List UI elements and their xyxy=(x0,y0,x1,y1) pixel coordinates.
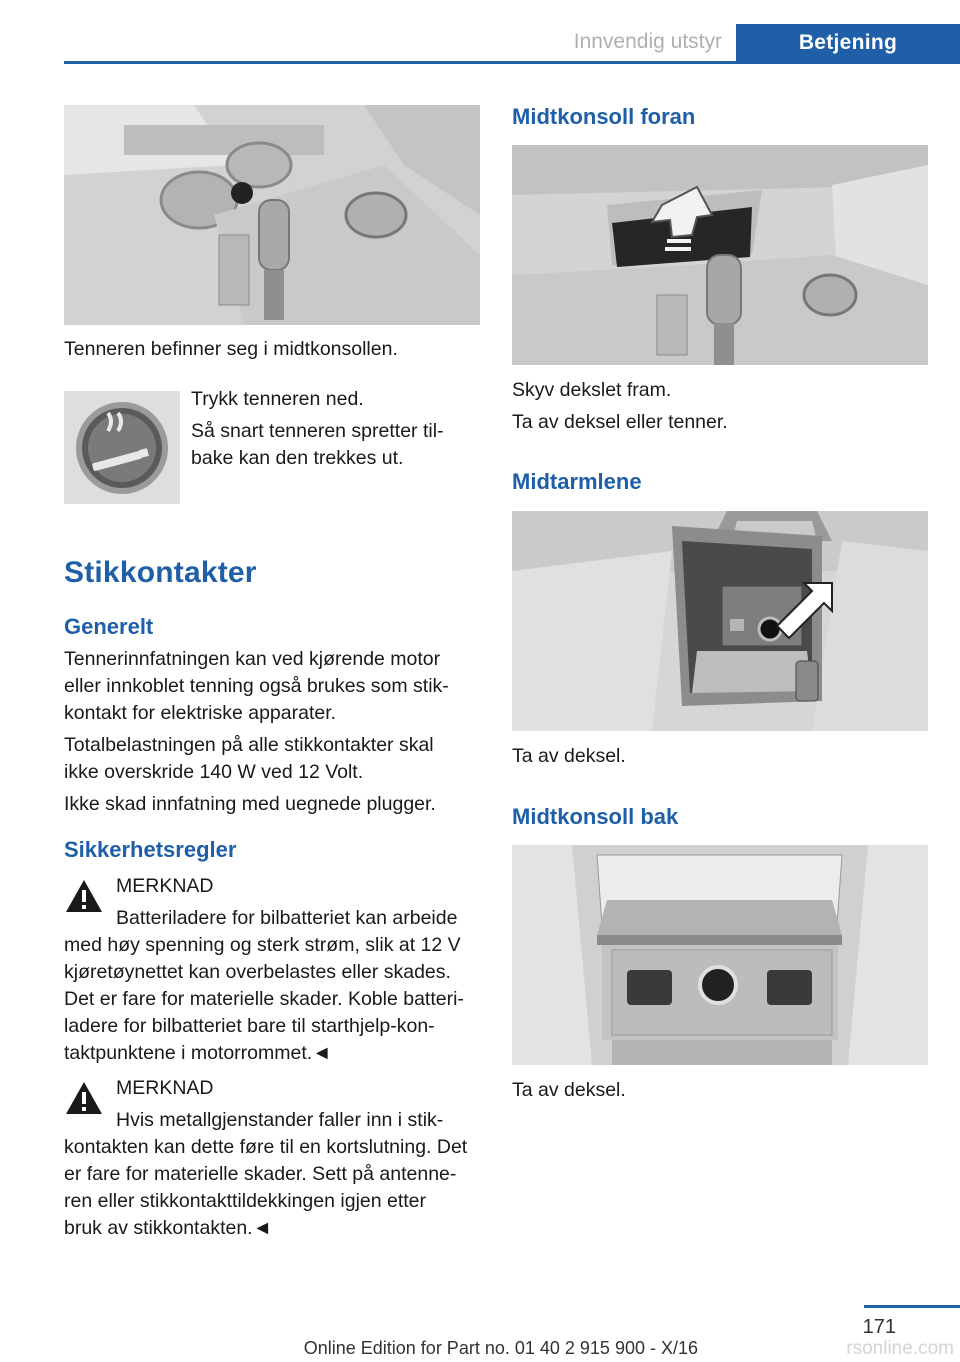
rear-console-instruction: Ta av deksel. xyxy=(512,1079,626,1101)
warning1-line-6: taktpunktene i motorrommet.◄ xyxy=(64,1042,332,1064)
running-header-tab: Betjening xyxy=(736,24,960,61)
figure1-caption: Tenneren befinner seg i midtkonsollen. xyxy=(64,338,398,360)
step-pull-lighter-line2: bake kan den trekkes ut. xyxy=(191,447,404,469)
step-push-lighter: Trykk tenneren ned. xyxy=(191,388,364,410)
header-rule xyxy=(64,61,960,64)
load-line-2: ikke overskride 140 W ved 12 Volt. xyxy=(64,761,364,783)
figure-front-console xyxy=(512,145,928,365)
center-console-illustration xyxy=(64,105,480,325)
warning1-line-1: Batteriladere for bilbatteriet kan arbeide xyxy=(116,907,458,929)
figure-lighter-button xyxy=(64,391,180,504)
heading-rear-console: Midtkonsoll bak xyxy=(512,804,679,829)
warning1-title: MERKNAD xyxy=(116,875,214,897)
armrest-illustration xyxy=(512,511,928,731)
figure-armrest xyxy=(512,511,928,731)
warning-icon xyxy=(64,1080,104,1116)
general-line-3: kontakt for elektriske apparater. xyxy=(64,702,337,724)
subheading-safety: Sikkerhetsregler xyxy=(64,837,237,862)
warning2-line-3: er fare for materielle skader. Sett på antenne- xyxy=(64,1163,457,1185)
warning1-line-5: ladere for bilbatteriet bare til starthjelp-kon- xyxy=(64,1015,435,1037)
heading-front-console: Midtkonsoll foran xyxy=(512,104,696,129)
rear-console-illustration xyxy=(512,845,928,1065)
step-pull-lighter-line1: Så snart tenneren spretter til- xyxy=(191,420,444,442)
warning1-line-4: Det er fare for materielle skader. Koble batteri- xyxy=(64,988,464,1010)
plug-line: Ikke skad innfatning med uegnede plugger. xyxy=(64,793,436,815)
warning2-line-4: ren eller stikkontakttildekkingen igjen etter xyxy=(64,1190,427,1212)
heading-armrest: Midtarmlene xyxy=(512,469,642,494)
running-header-section: Innvendig utstyr xyxy=(573,30,722,53)
general-line-1: Tennerinnfatningen kan ved kjørende motor xyxy=(64,648,441,670)
cigarette-lighter-icon xyxy=(64,391,180,504)
watermark: rsonline.com xyxy=(846,1338,954,1359)
footer-rule xyxy=(864,1305,960,1308)
front-console-instruction-2: Ta av deksel eller tenner. xyxy=(512,411,728,433)
armrest-instruction: Ta av deksel. xyxy=(512,745,626,767)
warning2-line-5: bruk av stikkontakten.◄ xyxy=(64,1217,272,1239)
warning2-line-1: Hvis metallgjenstander faller inn i stik- xyxy=(116,1109,444,1131)
front-console-illustration xyxy=(512,145,928,365)
warning-icon xyxy=(64,878,104,914)
front-console-instruction-1: Skyv dekslet fram. xyxy=(512,379,672,401)
load-line-1: Totalbelastningen på alle stikkontakter skal xyxy=(64,734,434,756)
figure-center-console-lighter xyxy=(64,105,480,325)
general-line-2: eller innkoblet tenning også brukes som stik- xyxy=(64,675,449,697)
section-heading-sockets: Stikkontakter xyxy=(64,556,257,589)
subheading-general: Generelt xyxy=(64,614,154,639)
page-number: 171 xyxy=(862,1316,896,1338)
figure-rear-console xyxy=(512,845,928,1065)
warning2-title: MERKNAD xyxy=(116,1077,214,1099)
warning1-line-3: kjøretøynettet kan overbelastes eller skades. xyxy=(64,961,451,983)
warning2-line-2: kontakten kan dette føre til en kortslutning. Det xyxy=(64,1136,468,1158)
edition-footer: Online Edition for Part no. 01 40 2 915 900 - X/16 xyxy=(303,1338,698,1358)
warning1-line-2: med høy spenning og sterk strøm, slik at 12 V xyxy=(64,934,461,956)
